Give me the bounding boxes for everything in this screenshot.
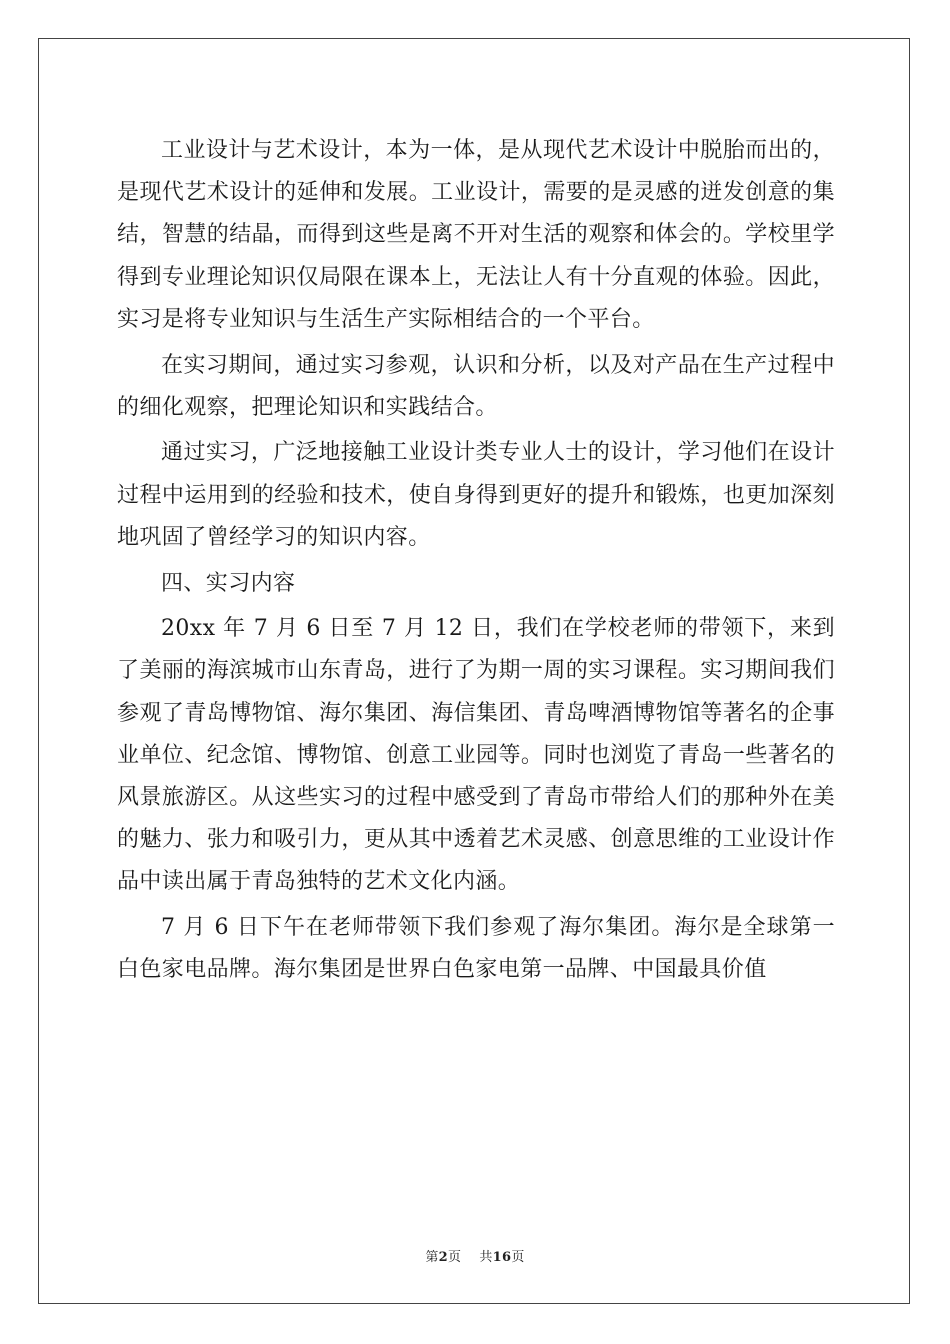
page-prefix: 第 xyxy=(425,1250,439,1265)
current-page-number: 2 xyxy=(438,1250,449,1265)
paragraph-intro: 工业设计与艺术设计，本为一体，是从现代艺术设计中脱胎而出的，是现代艺术设计的延伸和发展。工业设计，需要的是灵感的迸发创意的集结，智慧的结晶，而得到这些是离不开对生活的观察和体会的。学校里学得到专业理论知识仅局限在课本上，无法让人有十分直观的体验。因此，实习是将专业知识与生活生产实际相结合的一个平台。 xyxy=(117,138,835,332)
total-prefix: 共 xyxy=(479,1250,493,1265)
total-suffix: 页 xyxy=(511,1250,525,1265)
section-heading: 四、实习内容 xyxy=(161,570,296,596)
paragraph-haier-visit: 7 月 6 日下午在老师带领下我们参观了海尔集团。海尔是全球第一白色家电品牌。海尔集团是世界白色家电第一品牌、中国最具价值 xyxy=(117,915,835,983)
paragraph-internship-period: 在实习期间，通过实习参观，认识和分析，以及对产品在生产过程中的细化观察，把理论知识和实践结合。 xyxy=(117,352,835,420)
total-pages-number: 16 xyxy=(492,1250,512,1265)
page-suffix: 页 xyxy=(448,1250,462,1265)
paragraph-exposure: 通过实习，广泛地接触工业设计类专业人士的设计，学习他们在设计过程中运用到的经验和技术，使自身得到更好的提升和锻炼，也更加深刻地巩固了曾经学习的知识内容。 xyxy=(117,440,835,550)
paragraph-schedule: 20xx 年 7 月 6 日至 7 月 12 日，我们在学校老师的带领下，来到了美丽的海滨城市山东青岛，进行了为期一周的实习课程。实习期间我们参观了青岛博物馆、海尔集团、海信集团、青岛啤酒博物馆等著名的企事业单位、纪念馆、博物馆、创意工业园等。同时也浏览了青岛一些著名的风景旅游区。从这些实习的过程中感受到了青岛市带给人们的那种外在美的魅力、张力和吸引力，更从其中透着艺术灵感、创意思维的工业设计作品中读出属于青岛独特的艺术文化内涵。 xyxy=(117,616,835,895)
page-footer xyxy=(0,1246,950,1265)
document-body xyxy=(117,130,835,992)
